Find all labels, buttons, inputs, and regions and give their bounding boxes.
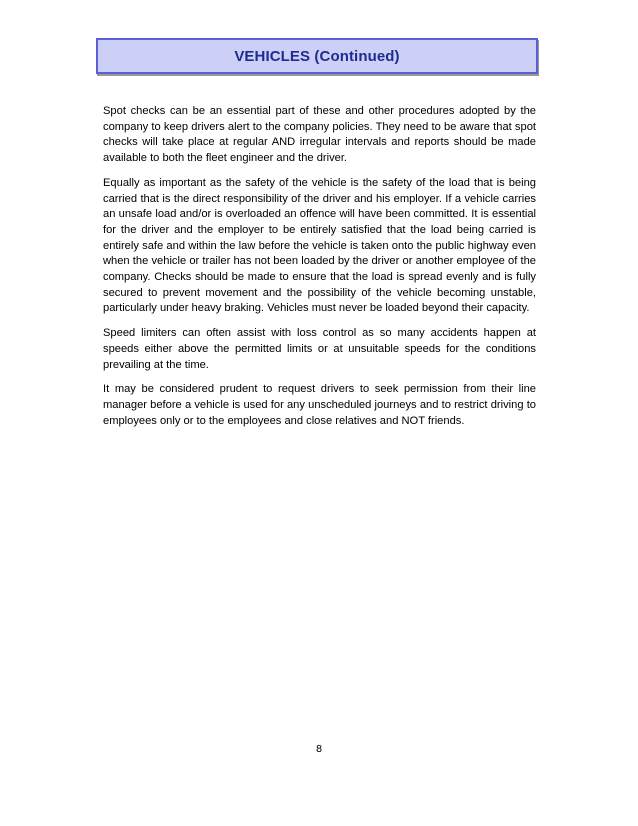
section-title: VEHICLES (Continued) xyxy=(234,47,400,65)
paragraph-spot-checks: Spot checks can be an essential part of these and other procedures adopted by the company to keep drivers alert to the company policies. They need to be aware that spot checks will take place at regular AND irregular intervals and reports should be made available to both the fleet engineer and the driver. xyxy=(103,105,536,165)
paragraph-permission: It may be considered prudent to request drivers to seek permission from their line manager before a vehicle is used for any unscheduled journeys and to restrict driving to employees only or to the employees and close relatives and NOT friends. xyxy=(103,383,536,427)
page-number: 8 xyxy=(315,744,323,755)
paragraph-speed-limiters: Speed limiters can often assist with loss control as so many accidents happen at speeds either above the permitted limits or at unsuitable speeds for the conditions prevailing at the time. xyxy=(103,327,536,371)
section-title-box xyxy=(96,38,538,74)
body-text xyxy=(103,104,536,438)
paragraph-load-safety: Equally as important as the safety of the vehicle is the safety of the load that is being carried that is the direct responsibility of the driver and his employer. If a vehicle carries an unsafe load and/or is overloaded an offence will have been committed. It is essential for the driver and the employer to be entirely satisfied that the load being carried is entirely safe and within the law before the vehicle is taken onto the public highway even when the vehicle or trailer has not been loaded by the driver or another employee of the company. Checks should be made to ensure that the load is spread evenly and is fully secured to prevent movement and the possibility of the vehicle becoming unstable, particularly under heavy braking. Vehicles must never be loaded beyond their capacity. xyxy=(103,176,536,315)
